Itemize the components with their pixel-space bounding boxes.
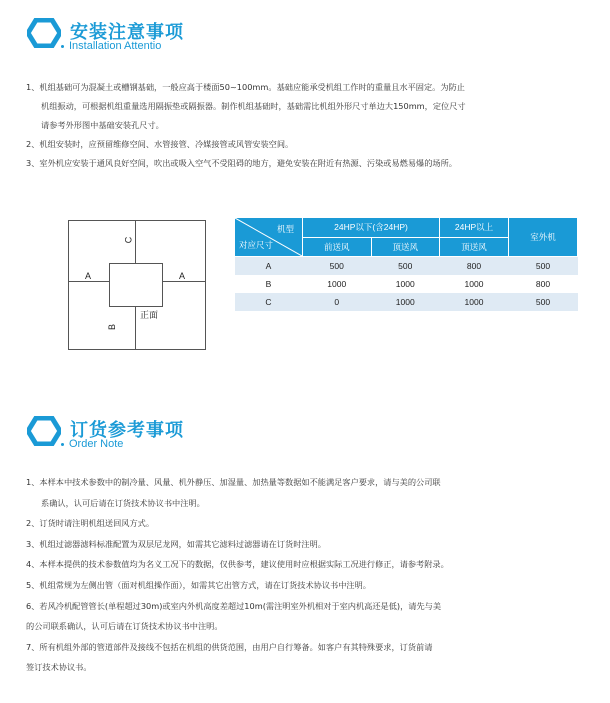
note-line: 请参考外形图中基础安装孔尺寸。 bbox=[41, 120, 164, 130]
table-corner bbox=[235, 218, 303, 257]
table-cell: 1000 bbox=[440, 275, 509, 293]
table-cell: 0 bbox=[303, 293, 372, 311]
section-subtitle: Order Note bbox=[61, 438, 123, 450]
installation-notes bbox=[26, 78, 466, 173]
note-line: 签订技术协议书。 bbox=[26, 662, 92, 673]
note-line: 5、机组常规为左侧出管（面对机组操作面），如需其它出管方式，请在订货技术协议书中注明。 bbox=[26, 579, 371, 590]
row-label: C bbox=[235, 293, 303, 311]
row-label: A bbox=[235, 257, 303, 276]
order-header bbox=[27, 416, 267, 456]
table-row bbox=[235, 275, 578, 293]
corner-bottom-label: 对应尺寸 bbox=[239, 240, 274, 250]
group-header: 室外机 bbox=[509, 218, 578, 257]
row-label: B bbox=[235, 275, 303, 293]
table-cell: 500 bbox=[303, 257, 372, 276]
note-line: 系确认，认可后请在订货技术协议书中注明。 bbox=[41, 497, 205, 508]
label-c: C bbox=[123, 236, 134, 244]
table-cell: 500 bbox=[509, 257, 578, 276]
sub-header: 顶送风 bbox=[440, 237, 509, 257]
corner-top-label: 机型 bbox=[276, 224, 294, 234]
table-row bbox=[235, 257, 578, 276]
note-line: 1、本样本中技术参数中的制冷量、风量、机外静压、加湿量、加热量等数据如不能满足客户要求，请与美的公司联 bbox=[26, 477, 441, 487]
table-cell: 1000 bbox=[303, 275, 372, 293]
note-line: 6、若风冷机配管管长(单程超过30m)或室内外机高度差超过10m(需注明室外机相对于室内机高还是低)，请先与美 bbox=[26, 600, 442, 611]
installation-header bbox=[27, 18, 267, 58]
note-line: 7、所有机组外部的管道部件及接线不包括在机组的供货范围，由用户自行筹备。如客户有其特殊要求，订货前请 bbox=[26, 641, 433, 652]
label-a-left: A bbox=[85, 271, 92, 281]
hexagon-icon bbox=[27, 416, 61, 446]
note-line: 1、机组基础可为混凝土或槽钢基础，一般应高于楼面50~100mm。基础应能承受机组工作时的重量且水平固定。为防止 bbox=[26, 82, 465, 92]
table-cell: 500 bbox=[509, 293, 578, 311]
group-header: 24HP以上 bbox=[440, 218, 509, 238]
table-cell: 1000 bbox=[371, 275, 440, 293]
label-front: 正面 bbox=[140, 310, 159, 320]
clearance-table bbox=[234, 217, 578, 311]
table-cell: 800 bbox=[440, 257, 509, 276]
table-cell: 1000 bbox=[440, 293, 509, 311]
hexagon-icon bbox=[27, 18, 61, 48]
section-subtitle: Installation Attentio bbox=[61, 40, 161, 52]
table-cell: 1000 bbox=[371, 293, 440, 311]
note-line: 3、室外机应安装于通风良好空间，吹出或吸入空气不受阻碍的地方，避免安装在附近有热源、污染或易燃易爆的场所。 bbox=[26, 158, 457, 168]
table-row bbox=[235, 293, 578, 311]
note-line: 机组振动，可根据机组重量选用隔振垫或隔振器。制作机组基础时，基础需比机组外形尺寸单边大150mm，定位尺寸 bbox=[41, 101, 466, 111]
note-line: 2、机组安装时，应预留维修空间、水管接管、冷媒接管或风管安装空间。 bbox=[26, 139, 294, 149]
order-notes bbox=[26, 472, 449, 678]
sub-header: 前送风 bbox=[303, 237, 372, 257]
note-line: 2、订货时请注明机组送回风方式。 bbox=[26, 518, 155, 529]
label-a-right: A bbox=[179, 271, 186, 281]
note-line: 4、本样本提供的技术参数值均为名义工况下的数据，仅供参考，建议使用时应根据实际工况进行修正，请参考附录。 bbox=[26, 559, 449, 570]
table-cell: 800 bbox=[509, 275, 578, 293]
group-header: 24HP以下(含24HP) bbox=[303, 218, 440, 238]
unit-box bbox=[109, 263, 163, 307]
note-line: 的公司联系确认，认可后请在订货技术协议书中注明。 bbox=[26, 621, 223, 632]
section-title: 订货参考事项 bbox=[70, 420, 184, 441]
clearance-diagram bbox=[68, 220, 206, 350]
section-title: 安装注意事项 bbox=[70, 22, 184, 43]
label-b: B bbox=[107, 323, 118, 331]
note-line: 3、机组过滤器滤料标准配置为双层尼龙网，如需其它滤料过滤器请在订货时注明。 bbox=[26, 538, 326, 549]
sub-header: 顶送风 bbox=[371, 237, 440, 257]
table-cell: 500 bbox=[371, 257, 440, 276]
